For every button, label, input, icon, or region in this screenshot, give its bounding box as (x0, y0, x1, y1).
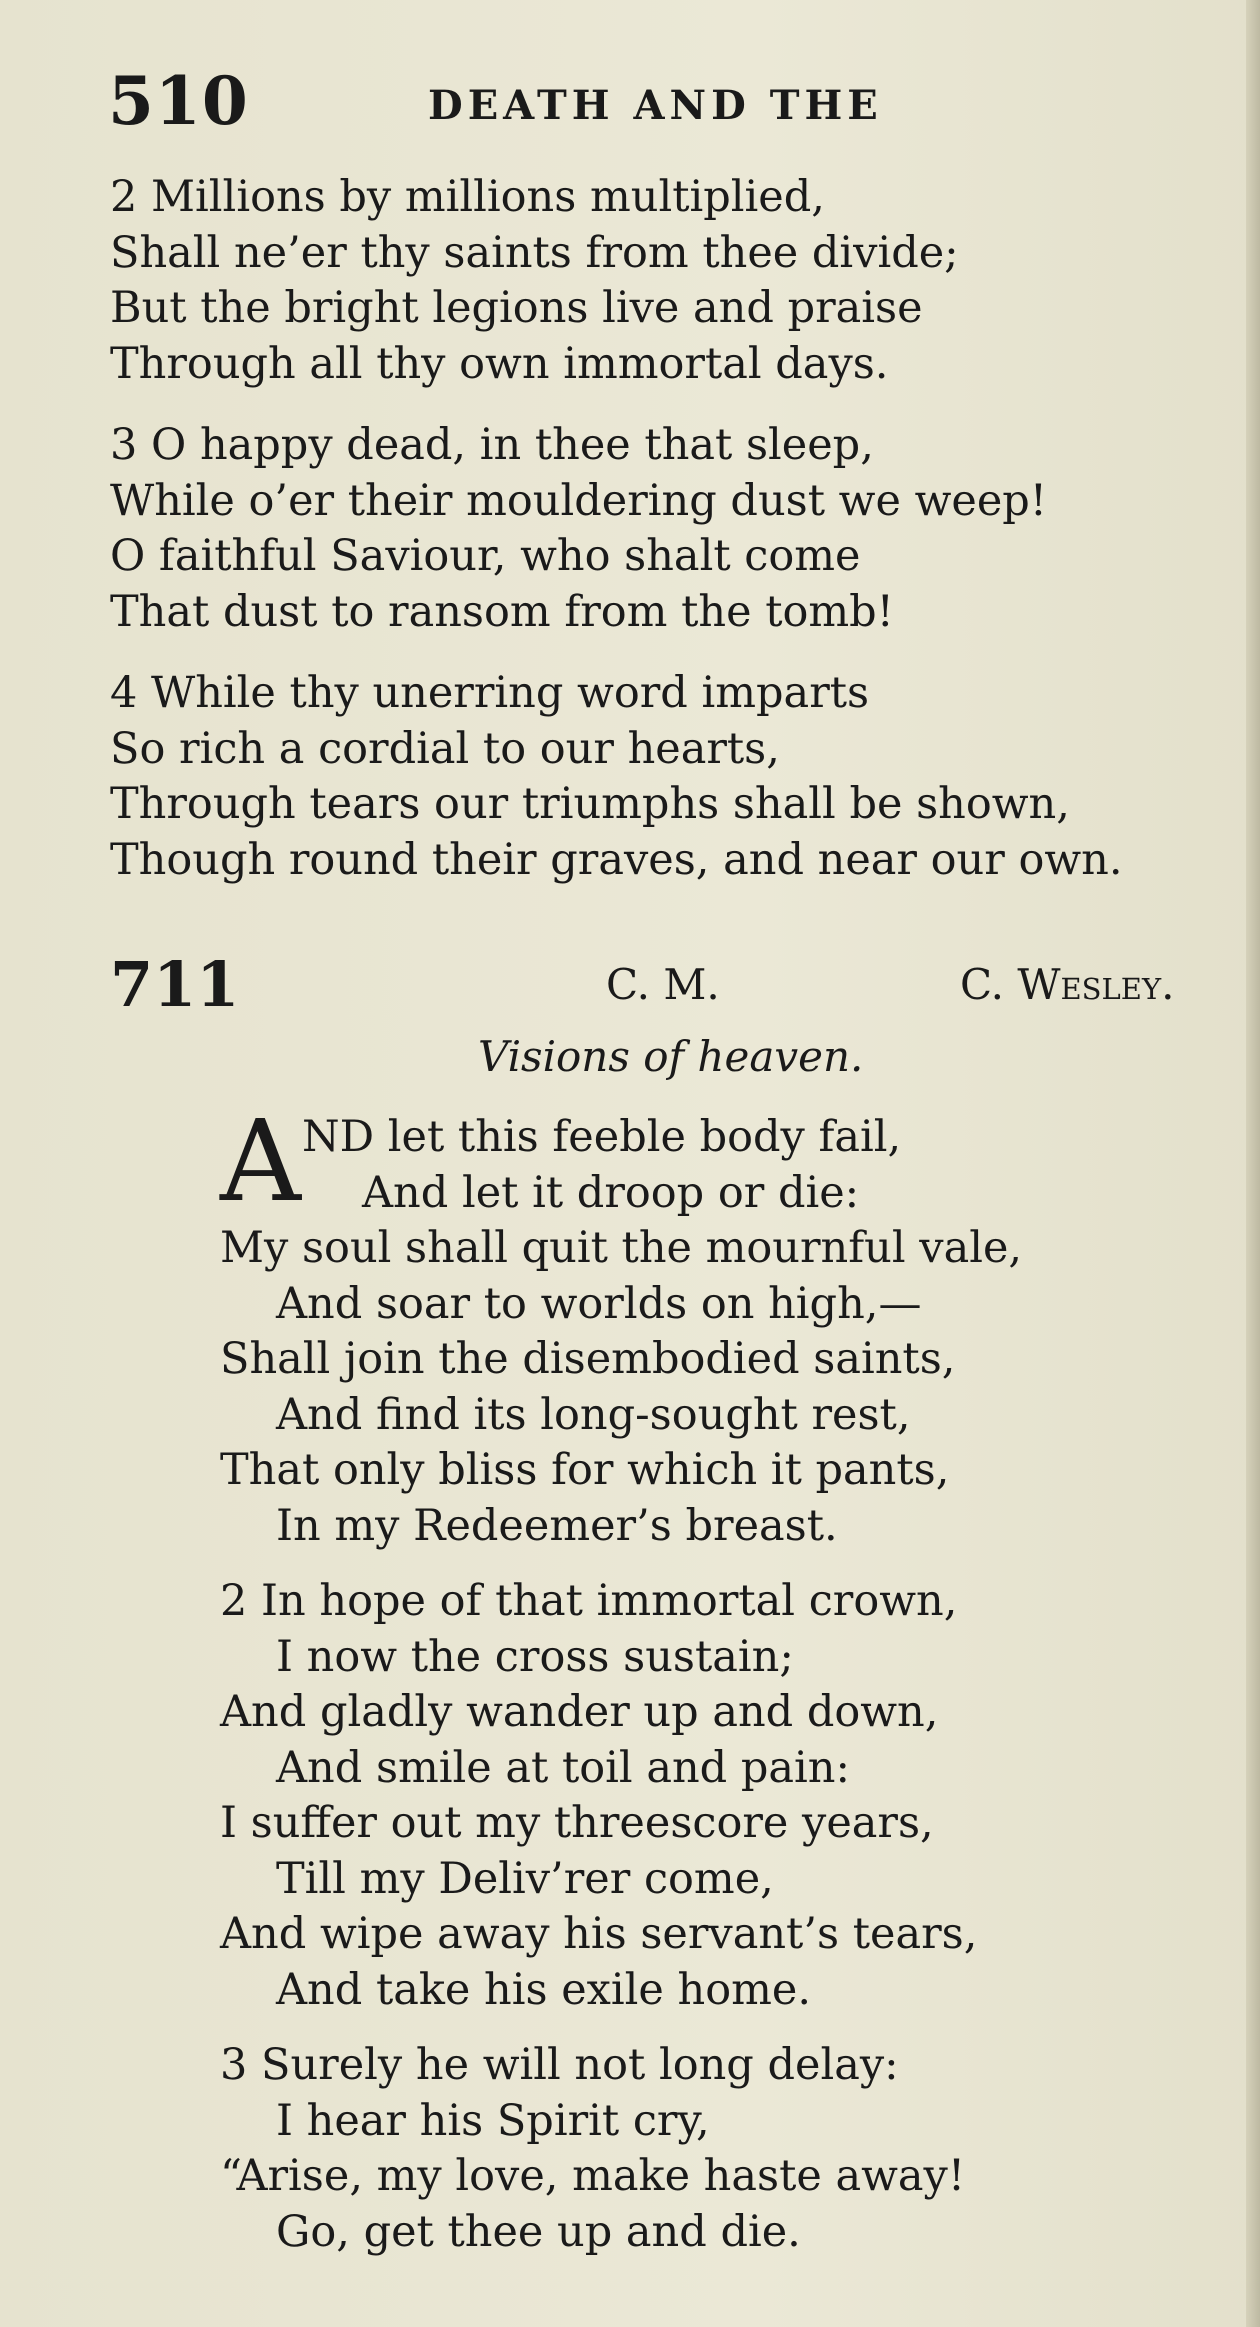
verse-line: My soul shall quit the mournful vale, (220, 1223, 1023, 1273)
verse-line: Shall join the disembodied saints, (220, 1334, 956, 1384)
verse-line: 2 Millions by millions multiplied, (110, 172, 825, 222)
hymn-author: C. Wesley. (960, 960, 1175, 1009)
hymn-heading (110, 948, 1230, 1021)
verse-line: I hear his Spirit cry, (276, 2095, 710, 2146)
verse-line: And find its long-sought rest, (276, 1389, 911, 1440)
verse-line: But the bright legions live and praise (110, 283, 923, 333)
verse-line: 2 In hope of that immortal crown, (220, 1576, 958, 1626)
verse-line: I suffer out my threescore years, (220, 1798, 934, 1848)
verse-line: And soar to worlds on high,— (276, 1278, 922, 1329)
verse-line: Though round their graves, and near our own. (110, 834, 1123, 885)
verse-line: While o’er their mouldering dust we weep! (110, 475, 1048, 526)
hymn-title: Visions of heaven. (478, 1032, 864, 1081)
verse-line: In my Redeemer’s breast. (276, 1500, 838, 1551)
running-head: DEATH AND THE (428, 82, 883, 129)
verse-line: Through all thy own immortal days. (110, 338, 889, 389)
hymn-meter: C. M. (606, 960, 720, 1009)
hymn-stanza-2 (220, 1574, 977, 2018)
verse-line: And gladly wander up and down, (220, 1687, 939, 1737)
verse-line: Through tears our triumphs shall be shown, (110, 779, 1070, 829)
verse-line: That only bliss for which it pants, (220, 1445, 950, 1495)
verse-line: And wipe away his servant’s tears, (220, 1909, 978, 1959)
verse-line: ND let this feeble body fail, (302, 1112, 902, 1162)
page-header (108, 62, 1228, 142)
hymn-stanza-3 (220, 2038, 965, 2260)
verse-line: 3 O happy dead, in thee that sleep, (110, 420, 874, 470)
drop-cap: A (220, 1097, 301, 1227)
verse-line: O faithful Saviour, who shalt come (110, 531, 861, 581)
verse-line: Till my Deliv’rer come, (276, 1853, 774, 1904)
verse-line: 3 Surely he will not long delay: (220, 2040, 899, 2090)
verse-line: 4 While thy unerring word imparts (110, 668, 870, 718)
verse-line: And let it droop or die: (362, 1167, 860, 1218)
stanza-3 (110, 418, 1047, 640)
stanza-2 (110, 170, 959, 392)
stanza-4 (110, 666, 1123, 888)
page-edge (1246, 0, 1260, 2327)
verse-line: Go, get thee up and die. (276, 2206, 801, 2257)
verse-line: So rich a cordial to our hearts, (110, 723, 780, 774)
verse-line: I now the cross sustain; (276, 1631, 794, 1682)
verse-line: That dust to ransom from the tomb! (110, 586, 894, 637)
verse-line: “Arise, my love, make haste away! (220, 2151, 966, 2201)
hymn-stanza-1 (220, 1097, 1023, 1554)
verse-line: And take his exile home. (276, 1964, 812, 2015)
verse-line: Shall ne’er thy saints from thee divide; (110, 227, 959, 278)
verse-line: And smile at toil and pain: (276, 1742, 850, 1793)
hymn-number: 711 (110, 948, 240, 1021)
page-number: 510 (108, 62, 249, 140)
